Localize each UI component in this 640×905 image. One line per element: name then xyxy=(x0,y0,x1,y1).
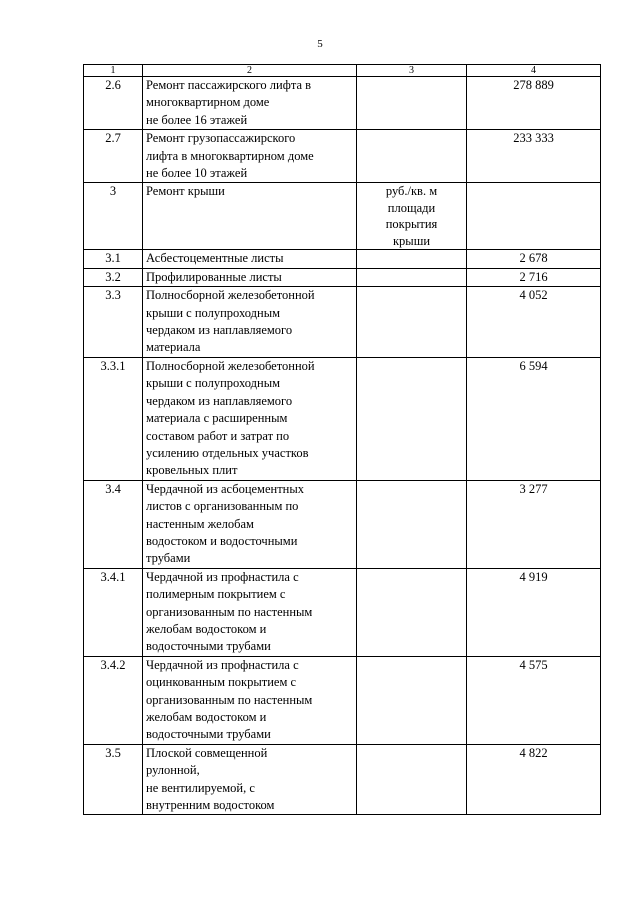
page-number: 5 xyxy=(317,38,323,50)
column-header: 2 xyxy=(143,65,357,77)
row-unit: руб./кв. м площади покрытия крыши xyxy=(357,183,467,250)
row-number: 3.4.2 xyxy=(84,656,143,744)
row-price: 3 277 xyxy=(467,480,601,568)
table-row xyxy=(84,268,601,286)
row-unit xyxy=(357,480,467,568)
row-price: 2 716 xyxy=(467,268,601,286)
row-unit xyxy=(357,268,467,286)
row-description: Плоской совмещенной рулонной, не вентилируемой, с внутренним водостоком xyxy=(143,744,357,815)
row-description: Чердачной из профнастила с полимерным покрытием с организованным по настенным желобам водостоком и водосточными трубами xyxy=(143,568,357,656)
row-number: 3.4.1 xyxy=(84,568,143,656)
row-unit xyxy=(357,287,467,358)
row-price: 278 889 xyxy=(467,77,601,130)
table-row xyxy=(84,183,601,250)
table-row xyxy=(84,250,601,268)
row-unit xyxy=(357,656,467,744)
row-number: 3 xyxy=(84,183,143,250)
row-unit xyxy=(357,77,467,130)
price-table xyxy=(83,64,601,815)
row-number: 2.7 xyxy=(84,130,143,183)
column-header: 4 xyxy=(467,65,601,77)
row-price: 6 594 xyxy=(467,357,601,480)
table-row xyxy=(84,656,601,744)
row-unit xyxy=(357,357,467,480)
row-price: 4 575 xyxy=(467,656,601,744)
column-header: 1 xyxy=(84,65,143,77)
row-price: 4 052 xyxy=(467,287,601,358)
row-description: Полносборной железобетонной крыши с полупроходным чердаком из наплавляемого материала xyxy=(143,287,357,358)
row-description: Ремонт пассажирского лифта в многоквартирном доме не более 16 этажей xyxy=(143,77,357,130)
row-description: Ремонт крыши xyxy=(143,183,357,250)
row-number: 3.1 xyxy=(84,250,143,268)
row-description: Полносборной железобетонной крыши с полупроходным чердаком из наплавляемого материала с расширенным составом работ и затрат по усилению отдельных участков кровельных плит xyxy=(143,357,357,480)
row-number: 3.2 xyxy=(84,268,143,286)
row-number: 2.6 xyxy=(84,77,143,130)
row-number: 3.4 xyxy=(84,480,143,568)
table-row xyxy=(84,77,601,130)
table-row xyxy=(84,357,601,480)
table-row xyxy=(84,480,601,568)
row-price: 4 919 xyxy=(467,568,601,656)
row-description: Асбестоцементные листы xyxy=(143,250,357,268)
row-number: 3.5 xyxy=(84,744,143,815)
row-number: 3.3 xyxy=(84,287,143,358)
row-description: Чердачной из асбоцементных листов с организованным по настенным желобам водостоком и водосточными трубами xyxy=(143,480,357,568)
row-description: Ремонт грузопассажирского лифта в многоквартирном доме не более 10 этажей xyxy=(143,130,357,183)
row-price: 2 678 xyxy=(467,250,601,268)
row-description: Профилированные листы xyxy=(143,268,357,286)
row-price: 233 333 xyxy=(467,130,601,183)
row-unit xyxy=(357,130,467,183)
row-price xyxy=(467,183,601,250)
row-description: Чердачной из профнастила с оцинкованным покрытием с организованным по настенным желобам водостоком и водосточными трубами xyxy=(143,656,357,744)
table-row xyxy=(84,568,601,656)
row-unit xyxy=(357,250,467,268)
row-unit xyxy=(357,744,467,815)
column-header: 3 xyxy=(357,65,467,77)
table-row xyxy=(84,130,601,183)
row-price: 4 822 xyxy=(467,744,601,815)
header-row xyxy=(84,65,601,77)
table-row xyxy=(84,744,601,815)
row-number: 3.3.1 xyxy=(84,357,143,480)
row-unit xyxy=(357,568,467,656)
table-row xyxy=(84,287,601,358)
